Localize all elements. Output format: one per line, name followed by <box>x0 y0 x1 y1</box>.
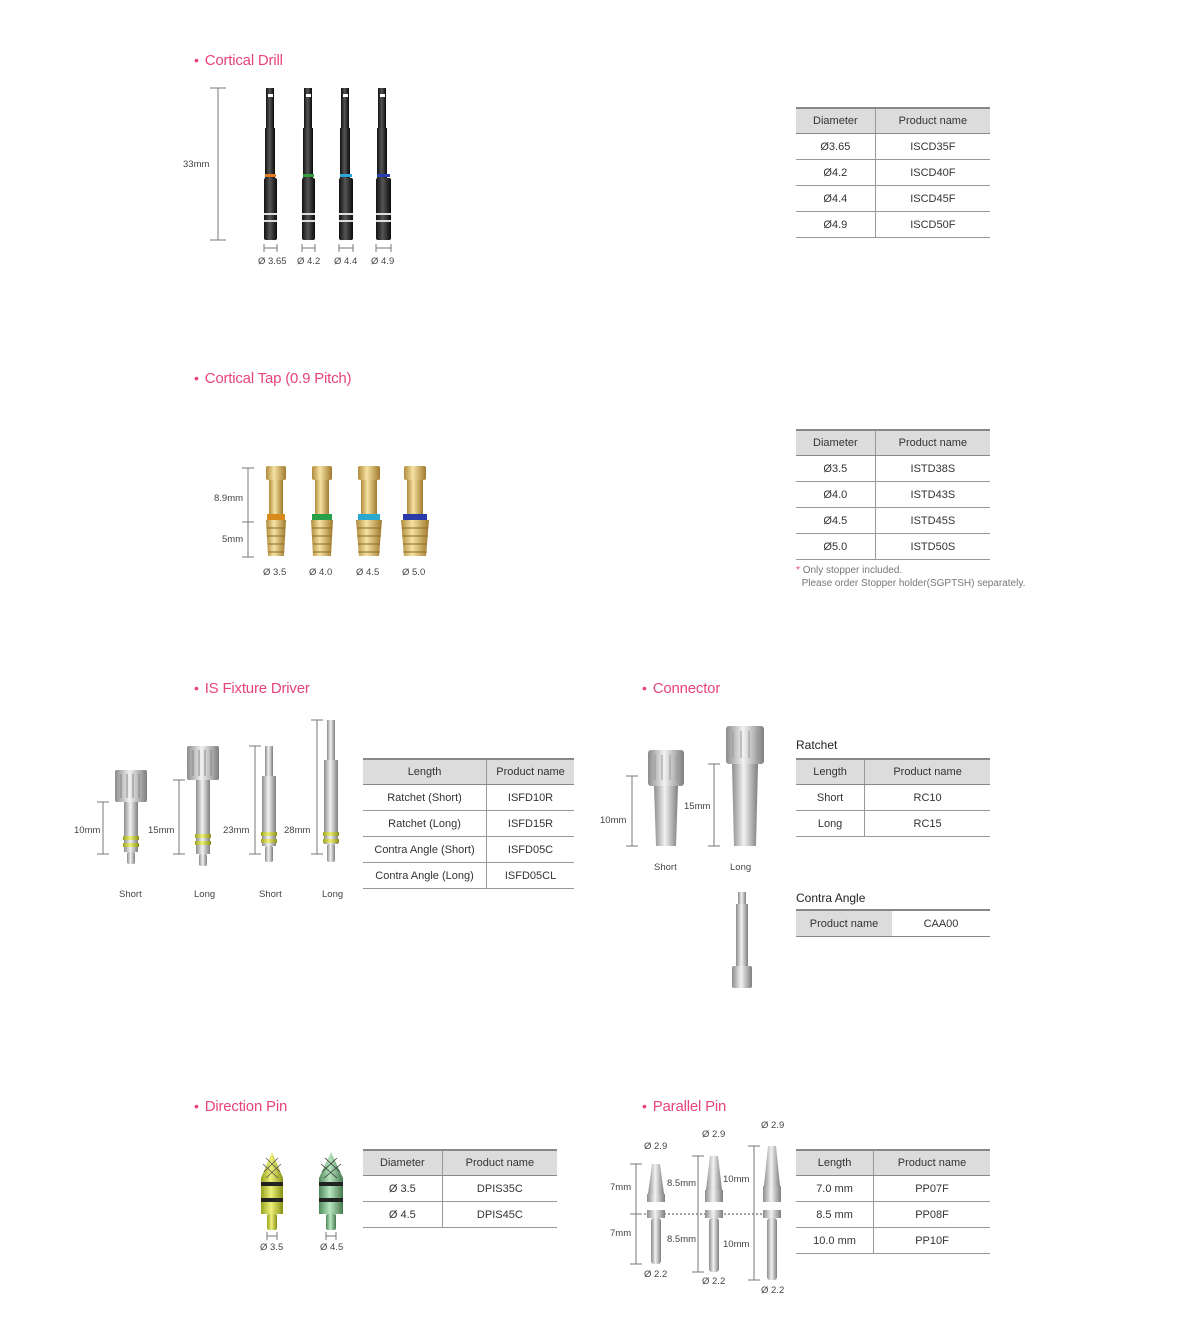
table-row <box>796 134 990 160</box>
table-cell: 8.5 mm <box>796 1202 874 1228</box>
parallel-pin-title: • Parallel Pin <box>642 1098 727 1115</box>
parallel-pin-top-diameter: Ø 2.9 <box>761 1120 785 1131</box>
table-cell: ISFD05CL <box>487 863 574 889</box>
table-row <box>796 1176 990 1202</box>
parallel-pin-10mm <box>763 1146 781 1280</box>
tap-length-label: 8.9mm <box>214 493 244 504</box>
table-cell: ISFD15R <box>487 811 574 837</box>
table-header-row <box>796 1150 990 1176</box>
connector-ratchet-table <box>796 758 990 837</box>
connector-contra-angle <box>732 892 752 988</box>
table-cell: DPIS35C <box>442 1176 557 1202</box>
table-row <box>796 212 990 238</box>
table-header: Product name <box>874 1150 990 1176</box>
direction-pin-diameter: Ø 4.5 <box>320 1242 344 1253</box>
table-header: Product name <box>865 759 990 785</box>
direction-pin-illustration <box>255 1148 355 1248</box>
connector-item-label: Short <box>654 862 677 873</box>
table-cell: Short <box>796 785 865 811</box>
table-cell: ISCD35F <box>875 134 990 160</box>
table-cell: Ø 4.5 <box>363 1202 442 1228</box>
table-cell: CAA00 <box>892 910 990 937</box>
drill-diameter-label: Ø 4.2 <box>297 256 321 267</box>
table-cell: ISTD50S <box>875 534 990 560</box>
table-header: Diameter <box>796 108 875 134</box>
parallel-pin-85mm <box>705 1156 723 1272</box>
parallel-pin-bottom-diameter: Ø 2.2 <box>761 1285 785 1296</box>
table-header: Product name <box>875 430 990 456</box>
table-row <box>796 508 990 534</box>
table-cell: Ø3.65 <box>796 134 875 160</box>
direction-pin-title: • Direction Pin <box>194 1098 288 1115</box>
table-row <box>363 863 574 889</box>
connector-contra-table <box>796 909 990 937</box>
tap-2 <box>311 466 333 556</box>
driver-ratchet-short <box>115 770 147 864</box>
parallel-pin-illustration <box>630 1130 790 1290</box>
tap-note: * Only stopper included. Please order Stopper holder(SGPTSH) separately. <box>796 565 1026 589</box>
parallel-pin-length: 10mm <box>723 1174 750 1185</box>
direction-pin-1 <box>261 1152 283 1230</box>
table-cell: RC15 <box>865 811 990 837</box>
contra-angle-subtitle: Contra Angle <box>796 891 866 905</box>
driver-length-label: 28mm <box>284 825 311 836</box>
driver-contra-short <box>261 746 277 862</box>
table-row <box>796 482 990 508</box>
drill-diameter-label: Ø 3.65 <box>258 256 287 267</box>
driver-contra-long <box>323 720 339 862</box>
table-header: Length <box>796 1150 874 1176</box>
direction-pin-diameter: Ø 3.5 <box>260 1242 284 1253</box>
drill-4 <box>376 88 391 240</box>
parallel-pin-7mm <box>647 1164 665 1264</box>
tap-4 <box>401 466 429 556</box>
table-cell: Ratchet (Long) <box>363 811 487 837</box>
table-header-row <box>363 1150 557 1176</box>
drill-2 <box>302 88 315 240</box>
table-row <box>363 837 574 863</box>
driver-length-label: 10mm <box>74 825 101 836</box>
table-cell: 10.0 mm <box>796 1228 874 1254</box>
tap-diameter-label: Ø 4.0 <box>309 567 333 578</box>
ratchet-subtitle: Ratchet <box>796 738 838 752</box>
table-row <box>796 811 990 837</box>
table-cell: Contra Angle (Long) <box>363 863 487 889</box>
table-row <box>363 785 574 811</box>
table-header-row <box>796 108 990 134</box>
table-header-row <box>363 759 574 785</box>
table-header-row <box>796 759 990 785</box>
tap-1 <box>266 466 286 556</box>
table-cell: ISTD45S <box>875 508 990 534</box>
driver-item-label: Short <box>259 889 282 900</box>
table-cell: Ø3.5 <box>796 456 875 482</box>
fixture-driver-title: • IS Fixture Driver <box>194 680 310 697</box>
table-header-row <box>796 430 990 456</box>
table-header-row <box>796 910 990 937</box>
table-cell: Long <box>796 811 865 837</box>
table-row <box>363 1176 557 1202</box>
connector-title: • Connector <box>642 680 721 697</box>
table-cell: Ø5.0 <box>796 534 875 560</box>
cortical-drill-illustration <box>180 80 420 260</box>
drill-1 <box>264 88 277 240</box>
tap-diameter-label: Ø 3.5 <box>263 567 287 578</box>
parallel-pin-table <box>796 1149 990 1254</box>
table-row <box>796 186 990 212</box>
table-cell: Ø4.9 <box>796 212 875 238</box>
table-header: Diameter <box>796 430 875 456</box>
table-cell: Ø4.0 <box>796 482 875 508</box>
cortical-tap-title: • Cortical Tap (0.9 Pitch) <box>194 370 352 387</box>
driver-length-label: 23mm <box>223 825 250 836</box>
connector-short <box>648 750 684 846</box>
table-cell: PP07F <box>874 1176 990 1202</box>
drill-diameter-label: Ø 4.4 <box>334 256 358 267</box>
table-cell: 7.0 mm <box>796 1176 874 1202</box>
parallel-pin-bottom-diameter: Ø 2.2 <box>644 1269 668 1280</box>
table-cell: DPIS45C <box>442 1202 557 1228</box>
table-header: Product name <box>487 759 574 785</box>
table-cell: ISCD40F <box>875 160 990 186</box>
connector-length-label: 15mm <box>684 801 711 812</box>
connector-item-label: Long <box>730 862 752 873</box>
table-cell: PP10F <box>874 1228 990 1254</box>
tap-diameter-label: Ø 5.0 <box>402 567 426 578</box>
parallel-pin-bottom-diameter: Ø 2.2 <box>702 1276 726 1287</box>
table-cell: Ø4.4 <box>796 186 875 212</box>
table-header: Product name <box>796 910 892 937</box>
tap-3 <box>356 466 382 556</box>
table-row <box>796 1202 990 1228</box>
table-cell: Ø4.5 <box>796 508 875 534</box>
drill-diameter-label: Ø 4.9 <box>371 256 395 267</box>
table-cell: Contra Angle (Short) <box>363 837 487 863</box>
table-cell: ISFD10R <box>487 785 574 811</box>
table-cell: RC10 <box>865 785 990 811</box>
parallel-pin-length: 8.5mm <box>667 1234 697 1245</box>
table-row <box>796 456 990 482</box>
drill-3 <box>339 88 353 240</box>
table-header: Length <box>363 759 487 785</box>
table-row <box>363 811 574 837</box>
table-cell: Ø4.2 <box>796 160 875 186</box>
direction-pin-table <box>363 1149 557 1228</box>
cortical-tap-table <box>796 429 990 560</box>
table-cell: Ratchet (Short) <box>363 785 487 811</box>
tap-diameter-label: Ø 4.5 <box>356 567 380 578</box>
driver-item-label: Long <box>322 889 344 900</box>
table-cell: ISTD38S <box>875 456 990 482</box>
table-cell: ISFD05C <box>487 837 574 863</box>
connector-length-label: 10mm <box>600 815 627 826</box>
table-row <box>796 160 990 186</box>
cortical-drill-title: • Cortical Drill <box>194 52 283 69</box>
table-row <box>363 1202 557 1228</box>
table-cell: ISCD45F <box>875 186 990 212</box>
parallel-pin-top-diameter: Ø 2.9 <box>644 1141 668 1152</box>
parallel-pin-length: 8.5mm <box>667 1178 697 1189</box>
fixture-driver-illustration <box>95 718 355 888</box>
driver-ratchet-long <box>187 746 219 866</box>
table-row <box>796 1228 990 1254</box>
table-row <box>796 785 990 811</box>
parallel-pin-length: 7mm <box>610 1182 632 1193</box>
table-cell: ISCD50F <box>875 212 990 238</box>
connector-long <box>726 726 764 846</box>
driver-item-label: Long <box>194 889 216 900</box>
table-header: Diameter <box>363 1150 442 1176</box>
driver-length-label: 15mm <box>148 825 175 836</box>
cortical-tap-illustration <box>240 462 440 562</box>
table-cell: ISTD43S <box>875 482 990 508</box>
cortical-drill-table <box>796 107 990 238</box>
fixture-driver-table <box>363 758 574 889</box>
parallel-pin-top-diameter: Ø 2.9 <box>702 1129 726 1140</box>
parallel-pin-length: 7mm <box>610 1228 632 1239</box>
connector-illustration <box>620 724 780 994</box>
table-cell: PP08F <box>874 1202 990 1228</box>
parallel-pin-length: 10mm <box>723 1239 750 1250</box>
table-header: Product name <box>442 1150 557 1176</box>
table-header: Product name <box>875 108 990 134</box>
table-row <box>796 534 990 560</box>
table-cell: Ø 3.5 <box>363 1176 442 1202</box>
direction-pin-2 <box>319 1152 343 1230</box>
driver-item-label: Short <box>119 889 142 900</box>
table-header: Length <box>796 759 865 785</box>
drill-length-label: 33mm <box>183 159 210 170</box>
tap-length-label: 5mm <box>222 534 244 545</box>
